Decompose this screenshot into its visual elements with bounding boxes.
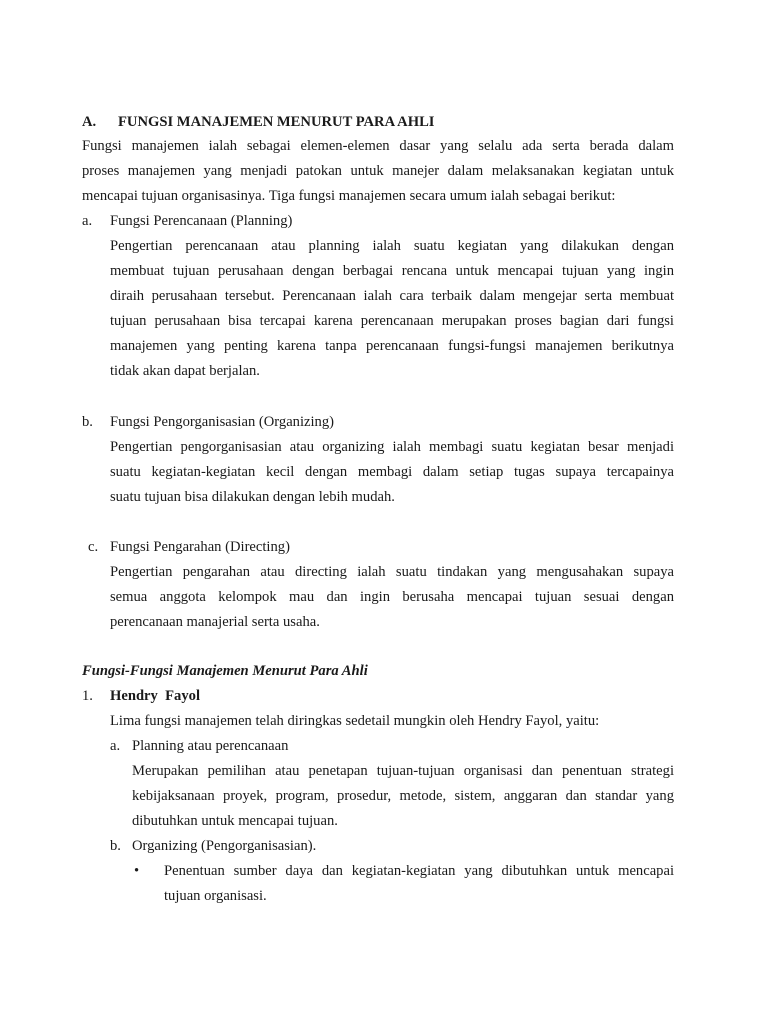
bullet-text bbox=[164, 859, 674, 909]
function-title: Fungsi Pengarahan (Directing) bbox=[110, 539, 290, 555]
section-a-title: FUNGSI MANAJEMEN MENURUT PARA AHLI bbox=[118, 114, 435, 130]
function-description bbox=[110, 234, 674, 384]
function-description bbox=[110, 560, 674, 635]
section-a-intro bbox=[82, 134, 674, 209]
list-number: 1. bbox=[82, 688, 93, 704]
paragraph-line: membuat tujuan perusahaan dengan berbagai rencana untuk mencapai tujuan yang ingin bbox=[110, 263, 674, 279]
intro-line: mencapai tujuan organisasinya. Tiga fungsi manajemen secara umum ialah sebagai berikut: bbox=[82, 188, 616, 204]
sub-item-title: Organizing (Pengorganisasian). bbox=[132, 838, 317, 854]
paragraph-line: Pengertian perencanaan atau planning ialah suatu kegiatan yang dilakukan dengan bbox=[110, 238, 674, 254]
paragraph-line: diraih perusahaan tersebut. Perencanaan ialah cara terbaik dalam mengejar serta membuat bbox=[110, 288, 674, 304]
list-marker: a. bbox=[82, 213, 93, 229]
function-description bbox=[110, 435, 674, 510]
paragraph-line: Pengertian pengarahan atau directing ialah suatu tindakan yang mengusahakan supaya bbox=[110, 564, 674, 580]
intro-line: proses manajemen yang menjadi patokan untuk manejer dalam melaksanakan kegiatan untuk bbox=[82, 163, 674, 179]
sub-item-title: Planning atau perencanaan bbox=[132, 738, 289, 754]
intro-line: Fungsi manajemen ialah sebagai elemen-elemen dasar yang selalu ada serta berada dalam bbox=[82, 138, 674, 154]
paragraph-line: kebijaksanaan proyek, program, prosedur, metode, sistem, anggaran dan standar yang bbox=[132, 788, 674, 804]
list-marker: b. bbox=[82, 414, 93, 430]
expert-name: Hendry Fayol bbox=[110, 688, 200, 704]
paragraph-line: suatu kegiatan-kegiatan kecil dengan membagi dalam setiap tugas supaya tercapainya bbox=[110, 464, 674, 480]
paragraph-line: semua anggota kelompok mau dan ingin berusaha mencapai tujuan sesuai dengan bbox=[110, 589, 674, 605]
paragraph-line: perencanaan manajerial serta usaha. bbox=[110, 614, 320, 630]
paragraph-line: tujuan organisasi. bbox=[164, 888, 267, 904]
list-marker: c. bbox=[88, 539, 99, 555]
paragraph-line: tujuan perusahaan bisa tercapai karena perencanaan merupakan proses bagian dari fungsi bbox=[110, 313, 674, 329]
paragraph-line: manajemen yang penting karena tanpa perencanaan fungsi-fungsi manajemen berikutnya bbox=[110, 338, 674, 354]
function-title: Fungsi Pengorganisasian (Organizing) bbox=[110, 414, 335, 430]
list-marker: b. bbox=[110, 838, 121, 854]
paragraph-line: tidak akan dapat berjalan. bbox=[110, 363, 260, 379]
expert-intro: Lima fungsi manajemen telah diringkas sedetail mungkin oleh Hendry Fayol, yaitu: bbox=[110, 713, 600, 729]
paragraph-line: Merupakan pemilihan atau penetapan tujuan-tujuan organisasi dan penentuan strategi bbox=[132, 763, 674, 779]
paragraph-line: dibutuhkan untuk mencapai tujuan. bbox=[132, 813, 338, 829]
list-marker: a. bbox=[110, 738, 121, 754]
paragraph-line: suatu tujuan bisa dilakukan dengan lebih mudah. bbox=[110, 489, 395, 505]
sub-item-description bbox=[132, 759, 674, 834]
section-a-heading bbox=[82, 110, 434, 135]
section-2-title: Fungsi-Fungsi Manajemen Menurut Para Ahli bbox=[82, 663, 368, 679]
function-title: Fungsi Perencanaan (Planning) bbox=[110, 213, 293, 229]
section-a-marker: A. bbox=[82, 114, 97, 130]
paragraph-line: Pengertian pengorganisasian atau organizing ialah membagi suatu kegiatan besar menjadi bbox=[110, 439, 674, 455]
paragraph-line: Penentuan sumber daya dan kegiatan-kegiatan yang dibutuhkan untuk mencapai bbox=[164, 863, 674, 879]
bullet-icon: • bbox=[134, 863, 140, 879]
